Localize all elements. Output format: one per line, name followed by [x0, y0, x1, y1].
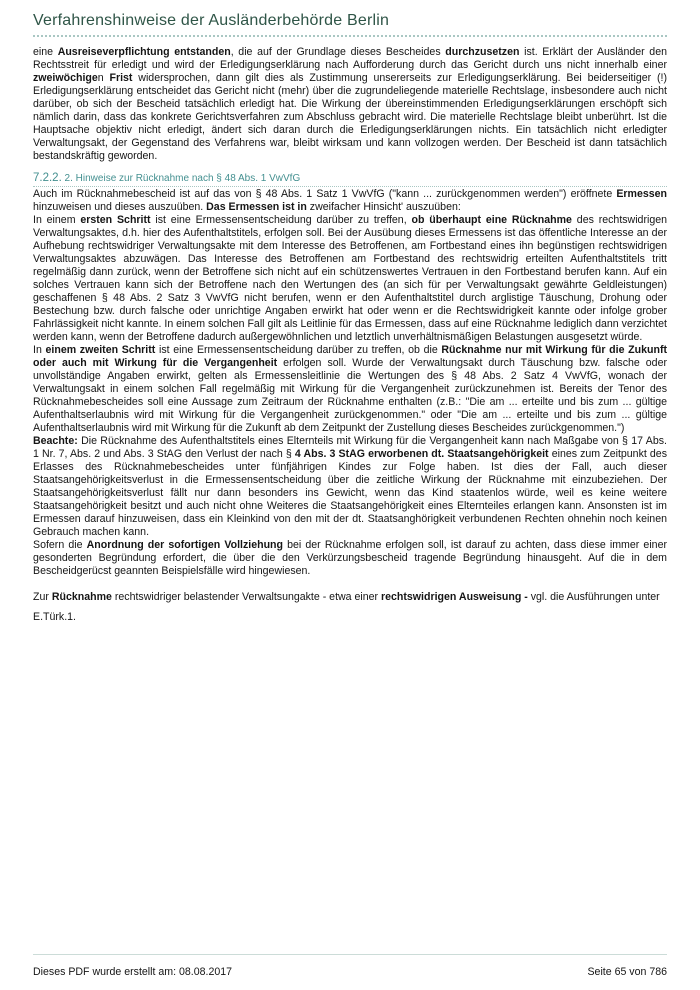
section-title: 2. Hinweise zur Rücknahme nach § 48 Abs. 1 VwVfG	[61, 173, 301, 184]
paragraph-intro: eine Ausreiseverpflichtung entstanden, die auf der Grundlage dieses Bescheides durchzusetzen ist. Erklärt der Ausländer den Rechtsstreit für erledigt und wird der Erledigungserklärung nach Aufforderung durch das Gericht durch uns nicht innerhalb einer zweiwöchigen Frist widersprochen, dann gilt dies als Zustimmung unsererseits zur Erledigungserklärung. Bei beiderseitiger (!) Erledigungserklärung entscheidet das Gericht nicht (mehr) über die zugrundeliegende materielle Rechtslage, insbesondere auch nicht darüber, ob sich der Bescheid tatsächlich erledigt hat. Die Wirkung der übereinstimmenden Erledigungserklärungen erschöpft sich nämlich darin, dass das konkrete Gerichtsverfahren zum Abschluss gebracht wird. Die materielle Rechtslage bleibt unberührt. Ist die Hauptsache objektiv nicht erledigt, ändert sich daran durch die Erledigungserklärungen nichts. Ein tatsächlich nicht erledigter Verwaltungsakt, der Gegenstand des Verfahrens war, bleibt wirksam und kann vollzogen werden. Der Bescheid ist dann tatsächlich bestandskräftig geworden.	[33, 46, 667, 162]
header-divider	[33, 35, 667, 37]
paragraph-ermessen: Auch im Rücknahmebescheid ist auf das von § 48 Abs. 1 Satz 1 VwVfG ("kann ... zurückgenommen werden") eröffnete Ermessen hinzuweisen und dieses auszuüben. Das Ermessen ist in zweifacher Hinsicht' auszuüben:	[33, 188, 667, 213]
paragraph-closing: Zur Rücknahme rechtswidriger belastender Verwaltsungakte - etwa einer rechtswidrigen Ausweisung - vgl. die Ausführungen unter E.Türk.1.	[33, 591, 660, 623]
page-footer	[33, 954, 667, 978]
footer-page-number: Seite 65 von 786	[587, 966, 667, 978]
paragraph-beachte: Beachte: Die Rücknahme des Aufenthaltstitels eines Elternteils mit Wirkung für die Vergangenheit kann nach Maßgabe von § 17 Abs. 1 Nr. 7, Abs. 2 und Abs. 3 StAG den Verlust der nach § 4 Abs. 3 StAG erworbenen dt. Staatsangehörigkeit eines zum Zeitpunkt des Erlasses des Rücknahmebescheides unter fünfjährigen Kindes zur Folge haben. Ist dies der Fall, auch dieser Staatsangehörigkeitsverlust in die Ermessensentscheidung über die zeitliche Wirkung der Rücknahme mit einzubeziehen. Der Staatsangehörigkeitsverlust fällt nur dann besonders ins Gewicht, wenn das Kind staatenlos würde, weil es keine weitere Staatsangehörigkeit besitzt und auch nicht ohne Weiteres die Staatsangehörigkeit eines Elternteiles erlangen kann. Ansonsten ist im Ermessen darauf hinzuweisen, dass ein Kleinkind von den mit der dt. Staatsanghörigkeit verbundenen Rechten ohnehin noch keinen Gebrauch machen kann.	[33, 435, 667, 538]
section-heading	[33, 172, 667, 187]
footer-created-date: Dieses PDF wurde erstellt am: 08.08.2017	[33, 966, 233, 978]
paragraph-zweiter-schritt: In einem zweiten Schritt ist eine Ermessensentscheidung darüber zu treffen, ob die Rücknahme nur mit Wirkung für die Zukunft oder auch mit Wirkung für die Vergangenheit erfolgen soll. Wurde der Verwaltungsakt durch Täuschung bzw. falsche oder unvollständige Angaben erwirkt, gelten als Ermessensleitlinie die Wertungen des § 48 Abs. 2 Satz 4 VwVfG, wonach der Verwaltungsakt in einem solchen Fall regelmäßig mit Wirkung für die Vergangenheit zurückzunehmen ist. Bereits der Tenor des Rücknahmebescheides soll eine Aussage zum Zeitraum der Rücknahme enthalten (z.B.: "Die am ... erteilte und bis zum ... gültige Aufenthaltserlaubnis wird mit Wirkung für die Vergangenheit zurückgenommen." oder "Die am ... erteilte und bis zum ... gültige Aufenthaltserlaubnis wird mit Wirkung für die Zukunft ab dem Zeitpunkt der Zustellung dieses Bescheides zurückgenommen.")	[33, 344, 667, 434]
section-number: 7.2.2.	[33, 172, 62, 184]
paragraph-erster-schritt: In einem ersten Schritt ist eine Ermessensentscheidung darüber zu treffen, ob überhaupt eine Rücknahme des rechtswidrigen Verwaltungsaktes, d.h. hier des Aufenthaltstitels, erfolgen soll. Bei der Ausübung dieses Ermessens ist das öffentliche Interesse an der Aufhebung rechtswidriger Verwaltungsakte mit dem Interesse des Betroffenen, am Fortbestand eines ihn begünstigen rechtswidrigen Verwaltungsaktes abzuwägen. Das Interesse des Betroffenen am Fortbestand des rechtswidrig erteilten Aufenthaltstitels tritt regelmäßig dann zurück, wenn der Betroffene sich nicht auf ein schützenswertes Vertrauen in den Fortbestand berufen kann. Auf ein solches Vertrauen kann sich der Betroffene nach den Wertungen des (an sich für per Verwaltungsakt gewährte Geldleistungen) geschaffenen § 48 Abs. 2 Satz 3 VwVfG nicht berufen, wenn er den Aufenthaltstitel durch arglistige Täuschung, Drohung oder Bestechung bzw. durch falsche oder unrichtige Angaben erwirkt hat oder wenn er die Rechtswidrigkeit kannte oder infolge grober Fahrlässigkeit nicht kannte. In einem solchen Fall gilt als Leitlinie für das Ermessen, dass auf eine Rücknahme lediglich dann verzichtet werden kann, wenn der Betroffene dadurch außergewöhnlichen und letztlich unverhältnismäßigen Belastungen ausgesetzt würde.	[33, 214, 668, 343]
paragraph-sofortige-vollziehung: Sofern die Anordnung der sofortigen Vollziehung bei der Rücknahme erfolgen soll, ist darauf zu achten, dass diese immer einer gesonderten Begründung erfordert, die über die den Verkürzungsbescheid tragende Begründung hinausgeht. Auf die in dem Bescheidgerücst geannten Beispielsfälle wird hingewiesen.	[33, 539, 667, 577]
page-title: Verfahrenshinweise der Ausländerbehörde Berlin	[33, 12, 390, 29]
